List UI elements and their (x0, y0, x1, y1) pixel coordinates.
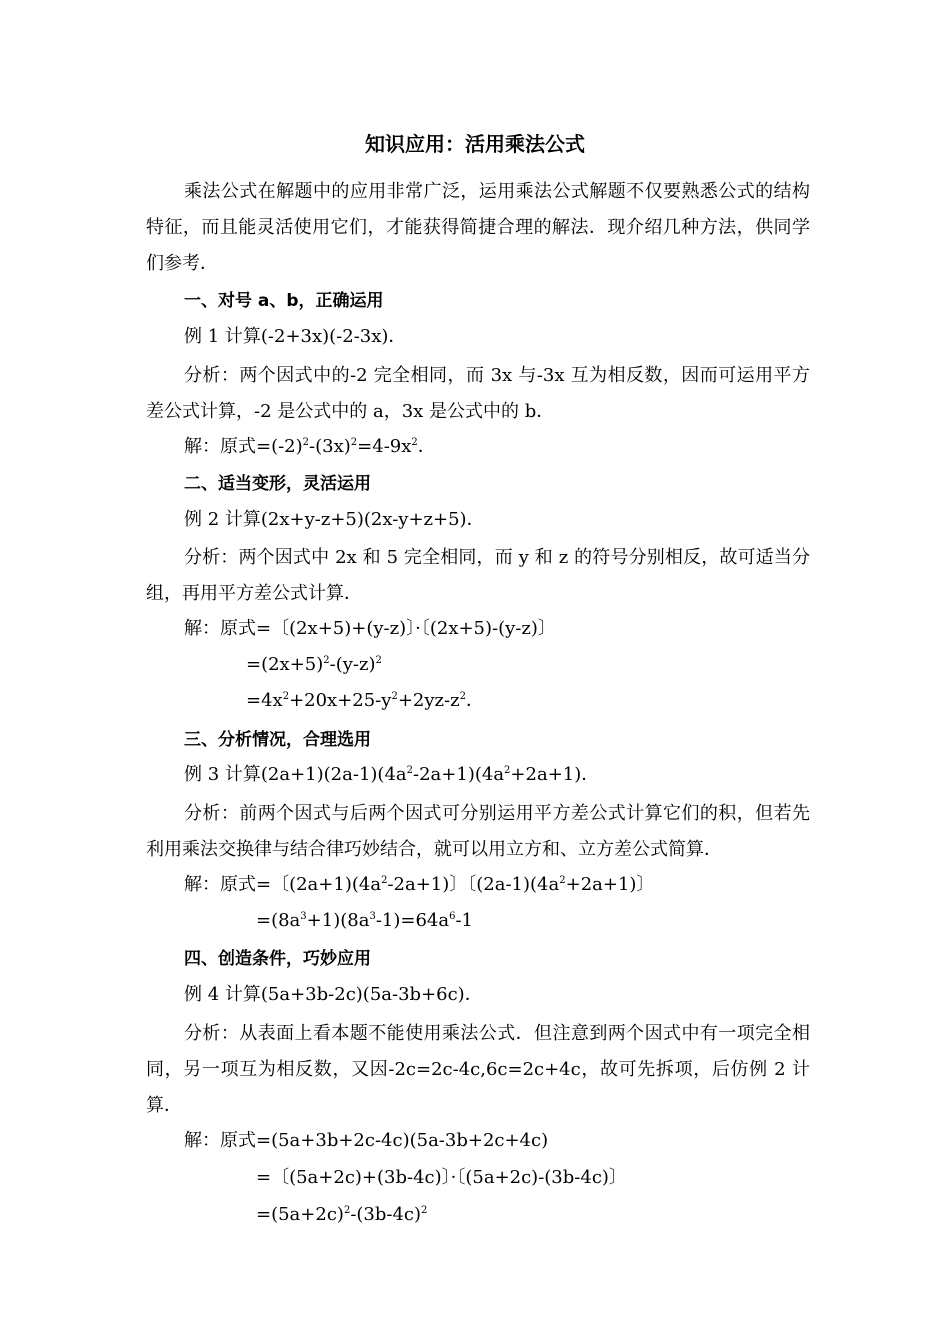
solution-2-line-1: 解：原式=〔(2x+5)+(y-z)〕·〔(2x+5)-(y-z)〕 (184, 618, 556, 639)
section-4-heading: 四、创造条件，巧妙应用 (184, 949, 371, 969)
solution-4-line-1: 解：原式=(5a+3b+2c-4c)(5a-3b+2c+4c) (184, 1130, 549, 1151)
solution-1: 解：原式$=(-2)^2-(3x)^2=4-9x^2$． (184, 436, 436, 457)
analysis-4: 分析：从表面上看本题不能使用乘法公式．但注意到两个因式中有一项完全相同，另一项互为相反数，又因-2c=2c-4c,6c=2c+4c，故可先拆项，后仿例 2 计算． (146, 1023, 810, 1116)
example-4: 例 4 计算(5a+3b-2c)(5a-3b+6c)． (184, 984, 483, 1005)
solution-2-line-2: $=(2x+5)^2-(y-z)^2$ (246, 654, 382, 675)
example-1: 例 1 计算(-2+3x)(-2-3x)． (184, 326, 407, 347)
intro-paragraph: 乘法公式在解题中的应用非常广泛，运用乘法公式解题不仅要熟悉公式的结构特征，而且能灵活使用它们，才能获得简捷合理的解法．现介绍几种方法，供同学们参考． (146, 181, 810, 274)
example-3: 例 3 计算$(2a+1)(2a-1)(4a^2-2a+1)(4a^2+2a+1)$． (184, 764, 600, 785)
analysis-2: 分析：两个因式中 2x 和 5 完全相同，而 y 和 z 的符号分别相反，故可适当分组，再用平方差公式计算． (146, 547, 810, 604)
solution-4-line-2: =〔(5a+2c)+(3b-4c)〕·〔(5a+2c)-(3b-4c)〕 (256, 1167, 627, 1188)
solution-3-line-1: 解：原式=〔$(2a+1)(4a^2-2a+1)$〕〔$(2a-1)(4a^2+2a+1)$〕 (184, 874, 655, 895)
solution-4-line-3: $=(5a+2c)^2-(3b-4c)^2$ (256, 1204, 428, 1225)
section-2-heading: 二、适当变形，灵活运用 (184, 474, 371, 494)
analysis-1: 分析：两个因式中的-2 完全相同，而 3x 与-3x 互为相反数，因而可运用平方差公式计算，-2 是公式中的 a，3x 是公式中的 b． (146, 365, 810, 422)
analysis-3: 分析：前两个因式与后两个因式可分别运用平方差公式计算它们的积，但若先利用乘法交换律与结合律巧妙结合，就可以用立方和、立方差公式简算． (146, 803, 810, 860)
example-2: 例 2 计算(2x+y-z+5)(2x-y+z+5)． (184, 509, 485, 530)
solution-2-line-3: $=4x^2+20x+25-y^2+2yz-z^2$． (246, 690, 484, 711)
section-3-heading: 三、分析情况，合理选用 (184, 730, 371, 750)
page-title: 知识应用：活用乘法公式 (365, 132, 585, 156)
solution-3-line-2: $=(8a^3+1)(8a^3-1)=64a^6-1$ (256, 910, 474, 931)
section-1-heading: 一、对号 a、b，正确运用 (184, 291, 384, 311)
